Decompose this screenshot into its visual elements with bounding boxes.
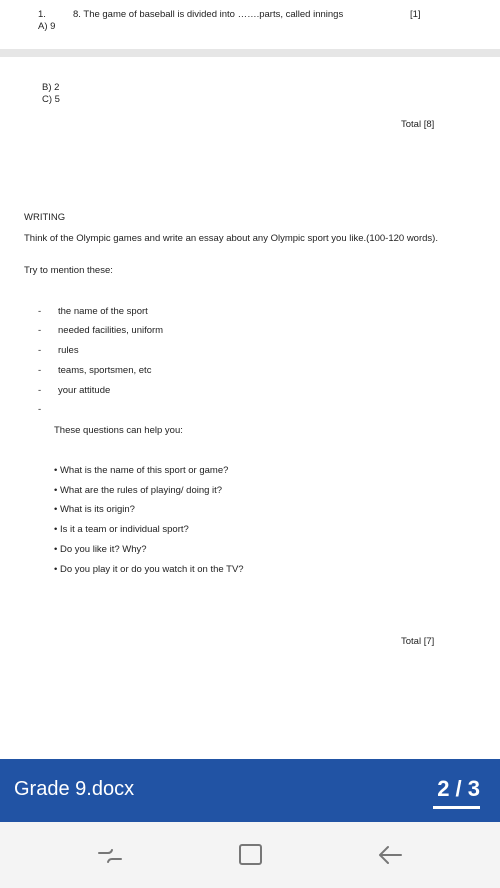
list-item: teams, sportsmen, etc: [58, 365, 152, 376]
home-icon[interactable]: [236, 840, 266, 870]
mention-intro: Try to mention these:: [24, 265, 113, 276]
option-a: A) 9: [38, 21, 56, 32]
back-icon[interactable]: [375, 840, 405, 870]
list-dash: -: [38, 325, 42, 336]
document-footer-bar: [0, 759, 500, 822]
list-item: • Do you like it? Why?: [54, 544, 147, 555]
list-dash: -: [38, 306, 42, 317]
list-item: • What are the rules of playing/ doing it?: [54, 485, 223, 496]
list-dash: -: [38, 365, 42, 376]
list-item: needed facilities, uniform: [58, 325, 164, 336]
total-score-2: Total [7]: [401, 636, 435, 647]
question-number: 1.: [38, 9, 46, 20]
list-item: your attitude: [58, 385, 111, 396]
writing-heading: WRITING: [24, 212, 66, 223]
page-indicator-underline: [433, 806, 480, 809]
writing-prompt: Think of the Olympic games and write an essay about any Olympic sport you like.(100-120 words).: [24, 233, 438, 244]
option-c: C) 5: [42, 94, 60, 105]
document-filename: Grade 9.docx: [14, 778, 135, 800]
list-item: the name of the sport: [58, 306, 148, 317]
list-item: • What is the name of this sport or game?: [54, 465, 229, 476]
total-score-1: Total [8]: [401, 119, 435, 130]
document-page: [0, 57, 500, 759]
recent-apps-icon[interactable]: [95, 840, 125, 870]
list-dash: -: [38, 345, 42, 356]
question-mark: [1]: [410, 9, 421, 20]
list-item: • Do you play it or do you watch it on the TV?: [54, 564, 244, 575]
system-navigation-bar: [0, 822, 500, 888]
list-item: • Is it a team or individual sport?: [54, 524, 189, 535]
list-item: rules: [58, 345, 79, 356]
questions-intro: These questions can help you:: [54, 425, 183, 436]
list-dash: -: [38, 404, 42, 415]
option-b: B) 2: [42, 82, 60, 93]
page-indicator[interactable]: 2 / 3: [437, 776, 480, 801]
question-text: 8. The game of baseball is divided into …….parts, called innings: [73, 9, 344, 20]
document-page-top: [0, 0, 500, 49]
list-item: • What is its origin?: [54, 504, 135, 515]
list-dash: -: [38, 385, 42, 396]
